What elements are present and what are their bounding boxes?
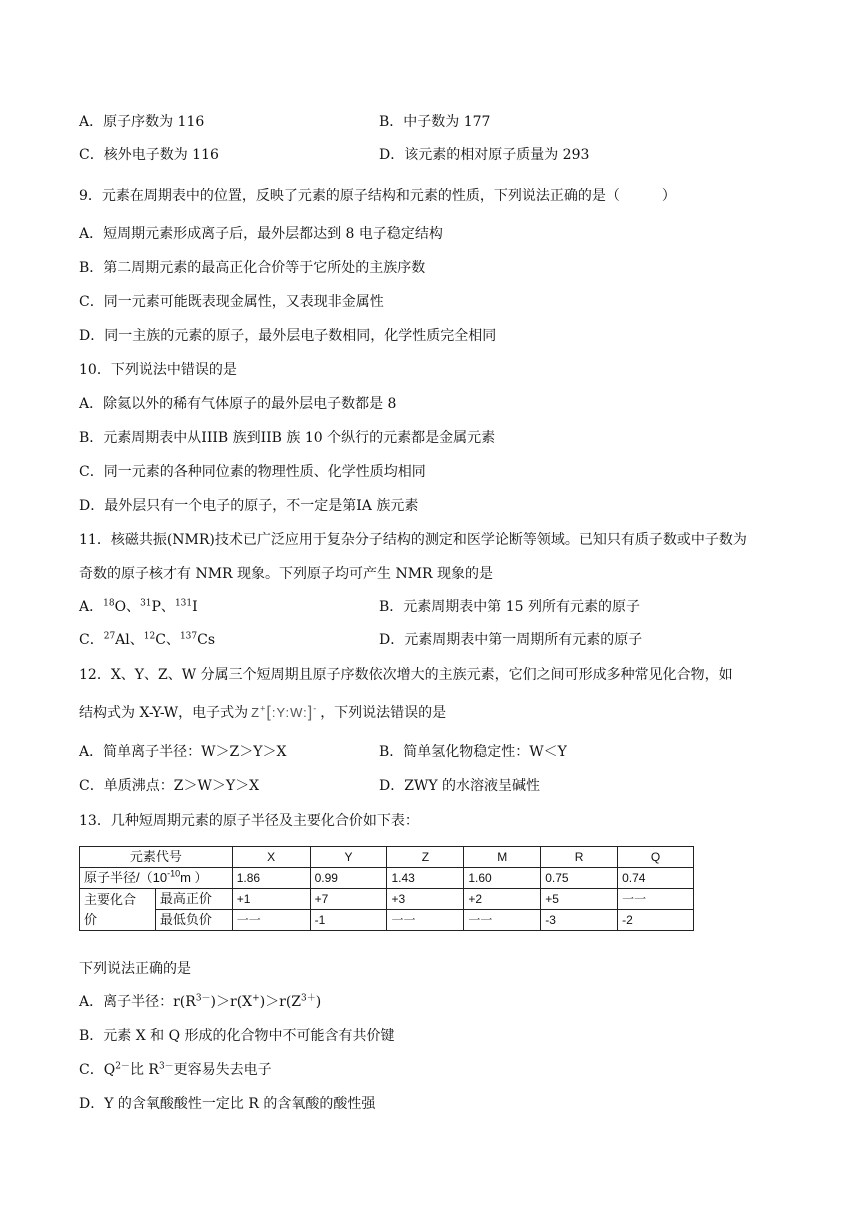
option-prefix: C． xyxy=(79,632,104,648)
option-prefix: A． xyxy=(79,599,104,615)
q11-option-c xyxy=(79,630,215,650)
table-cell: R xyxy=(541,847,618,868)
q12-option-b: B．简单氢化物稳定性：W＜Y xyxy=(379,744,567,760)
element-symbol: Al、 xyxy=(115,632,144,648)
table-row-radius xyxy=(80,868,694,889)
q11-option-b: B．元素周期表中第 15 列所有元素的原子 xyxy=(379,599,641,615)
table-cell: 1.60 xyxy=(464,868,541,889)
q12-stem-after: ，下列说法错误的是 xyxy=(320,705,447,721)
header-element-code: 元素代号 xyxy=(80,847,233,868)
electron-dots-icon: : xyxy=(303,705,308,720)
ion-charge: 3－ xyxy=(158,1061,174,1072)
valence-label-2: 价 xyxy=(84,911,98,927)
electron-dots-icon: : xyxy=(285,705,291,720)
table-cell: 一一 xyxy=(464,910,541,931)
q12-option-c: C．单质沸点：Z＞W＞Y＞X xyxy=(79,778,260,794)
radius-label: 原子半径/（10 xyxy=(84,870,168,885)
table-cell: +5 xyxy=(541,889,618,910)
q9-stem: 9．元素在周期表中的位置，反映了元素的原子结构和元素的性质，下列说法正确的是（ ） xyxy=(79,188,676,204)
formula-y: Y xyxy=(276,705,286,720)
mass-number: 131 xyxy=(174,598,193,609)
q11-stem-line1: 11．核磁共振(NMR)技术已广泛应用于复杂分子结构的测定和医学论断等领域。已知只有质子数或中子数为 xyxy=(79,532,747,548)
table-header-row xyxy=(80,847,694,868)
ion-charge: 3＋ xyxy=(301,993,316,1004)
q10-option-d: D．最外层只有一个电子的原子，不一定是第IA 族元素 xyxy=(79,498,419,514)
table-cell: 0.99 xyxy=(310,868,387,889)
formula-left-bracket: [ xyxy=(266,704,272,721)
mass-number: 137 xyxy=(179,631,198,642)
formula-right-bracket: ] xyxy=(307,704,314,721)
valence-label-1: 主要化合 xyxy=(84,891,137,907)
table-cell: +1 xyxy=(232,889,310,910)
text-part: C．Q xyxy=(79,1062,116,1078)
q12-stem-line1: 12．X、Y、Z、W 分属三个短周期且原子序数依次增大的主族元素，它们之间可形成多种常见化合物，如 xyxy=(79,667,733,683)
text-part: 比 R xyxy=(129,1062,159,1078)
table-cell: +2 xyxy=(464,889,541,910)
mass-number: 27 xyxy=(103,631,116,642)
element-symbol: O、 xyxy=(114,599,141,615)
text-part: )＞r(Z xyxy=(259,994,302,1010)
table-cell: +3 xyxy=(387,889,464,910)
mass-number: 12 xyxy=(143,631,156,642)
table-cell: -2 xyxy=(618,910,694,931)
q9-option-b: B．第二周期元素的最高正化合价等于它所处的主族序数 xyxy=(79,260,426,276)
text-part: )＞r(X xyxy=(210,994,253,1010)
element-symbol: P、 xyxy=(151,599,175,615)
q12-stem-before: 结构式为 X-Y-W，电子式为 xyxy=(79,705,249,721)
mass-number: 18 xyxy=(103,598,115,609)
radius-unit: m ） xyxy=(180,870,208,885)
q8-option-c: C．核外电子数为 116 xyxy=(79,147,219,163)
ion-charge: + xyxy=(252,993,260,1004)
header-min-valence: 最低负价 xyxy=(155,910,232,931)
table-cell: Y xyxy=(310,847,387,868)
table-cell: 一一 xyxy=(232,910,310,931)
formula-cation-charge: + xyxy=(260,703,267,714)
text-part: ) xyxy=(315,994,322,1010)
table-cell: Z xyxy=(387,847,464,868)
table-cell: M xyxy=(464,847,541,868)
q9-option-c: C．同一元素可能既表现金属性，又表现非金属性 xyxy=(79,294,384,310)
formula-anion-charge: - xyxy=(313,703,318,714)
q8-option-a: A．原子序数为 116 xyxy=(79,114,205,130)
q10-option-b: B．元素周期表中从IIIB 族到IIB 族 10 个纵行的元素都是金属元素 xyxy=(79,430,496,446)
q10-option-a: A．除氦以外的稀有气体原子的最外层电子数都是 8 xyxy=(79,396,397,412)
formula-cation: Z xyxy=(251,705,261,720)
q13-follow: 下列说法正确的是 xyxy=(79,961,191,977)
table-cell: 一一 xyxy=(618,889,694,910)
formula-w: W xyxy=(290,705,304,720)
electron-dots-icon: : xyxy=(271,705,277,720)
ion-charge: 3－ xyxy=(195,993,211,1004)
table-row-max-valence xyxy=(80,889,694,910)
q13-stem: 13．几种短周期元素的原子半径及主要化合价如下表： xyxy=(79,813,419,829)
q11-stem-line2: 奇数的原子核才有 NMR 现象。下列原子均可产生 NMR 现象的是 xyxy=(79,566,494,582)
header-atomic-radius xyxy=(80,868,233,889)
element-symbol: Cs xyxy=(197,632,216,648)
radius-exponent: -10 xyxy=(167,868,181,879)
header-max-valence: 最高正价 xyxy=(155,889,232,910)
table-cell: 1.86 xyxy=(232,868,310,889)
ion-charge: 2－ xyxy=(115,1061,130,1072)
q8-option-b: B．中子数为 177 xyxy=(379,114,491,130)
q11-option-d: D．元素周期表中第一周期所有元素的原子 xyxy=(379,632,643,648)
q12-stem-line2 xyxy=(79,703,446,723)
table-row-min-valence xyxy=(80,910,694,931)
table-cell: -1 xyxy=(310,910,387,931)
table-cell: 1.43 xyxy=(387,868,464,889)
q9-option-a: A．短周期元素形成离子后，最外层都达到 8 电子稳定结构 xyxy=(79,226,443,242)
table-cell: Q xyxy=(618,847,694,868)
q9-option-d: D．同一主族的元素的原子，最外层电子数相同，化学性质完全相同 xyxy=(79,328,497,344)
table-cell: X xyxy=(232,847,310,868)
q13-option-c xyxy=(79,1060,272,1080)
mass-number: 31 xyxy=(140,598,152,609)
table-cell: 一一 xyxy=(387,910,464,931)
text-part: A．离子半径：r(R xyxy=(79,994,196,1010)
header-main-valence xyxy=(80,889,156,931)
element-properties-table xyxy=(79,846,694,931)
electron-formula xyxy=(251,703,317,723)
q12-option-d: D．ZWY 的水溶液呈碱性 xyxy=(379,778,541,794)
q12-option-a: A．简单离子半径：W＞Z＞Y＞X xyxy=(79,744,287,760)
q13-option-d: D．Y 的含氧酸酸性一定比 R 的含氧酸的酸性强 xyxy=(79,1096,376,1112)
q11-option-a xyxy=(79,597,198,617)
text-part: 更容易失去电子 xyxy=(173,1062,272,1078)
q13-option-b: B．元素 X 和 Q 形成的化合物中不可能含有共价键 xyxy=(79,1028,395,1044)
q8-option-d: D．该元素的相对原子质量为 293 xyxy=(379,147,590,163)
q10-stem: 10．下列说法中错误的是 xyxy=(79,362,237,378)
q13-option-a xyxy=(79,992,321,1012)
table-cell: +7 xyxy=(310,889,387,910)
element-symbol: C、 xyxy=(155,632,180,648)
element-symbol: I xyxy=(192,599,198,615)
q10-option-c: C．同一元素的各种同位素的物理性质、化学性质均相同 xyxy=(79,464,426,480)
table-cell: 0.75 xyxy=(541,868,618,889)
table-cell: 0.74 xyxy=(618,868,694,889)
table-cell: -3 xyxy=(541,910,618,931)
